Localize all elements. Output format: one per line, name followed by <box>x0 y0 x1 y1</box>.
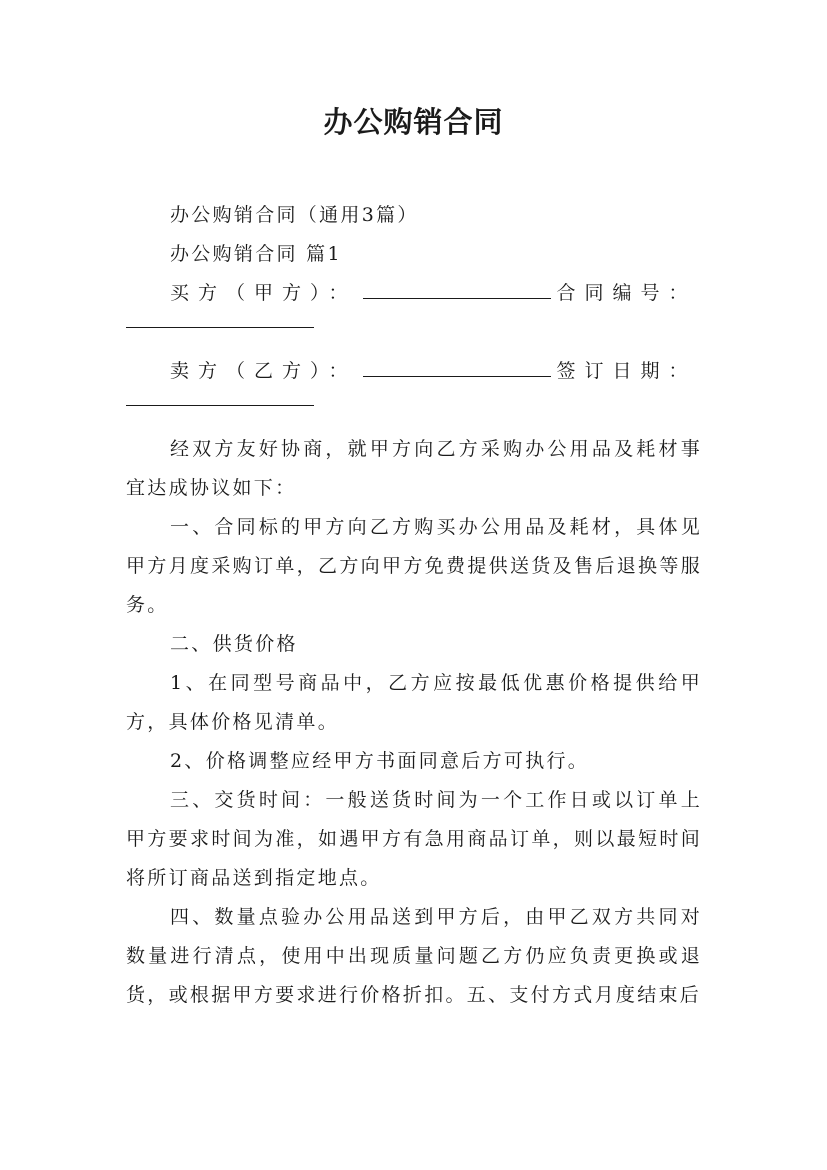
paragraph-intro: 经双方友好协商，就甲方向乙方采购办公用品及耗材事宜达成协议如下： <box>126 438 702 499</box>
document-title: 办公购销合同 <box>323 105 504 139</box>
paragraph-2-2: 2、价格调整应经甲方书面同意后方可执行。 <box>170 750 590 772</box>
contract-no-blank <box>126 327 314 328</box>
seller-line <box>126 352 702 391</box>
buyer-blank <box>363 297 551 299</box>
seller-label: 卖方（乙方）： <box>170 360 357 382</box>
sign-date-blank <box>126 405 314 406</box>
buyer-line <box>126 274 702 313</box>
sign-date-label: 签订日期： <box>556 360 697 382</box>
seller-blank <box>363 375 551 377</box>
paragraph-3: 三、交货时间：一般送货时间为一个工作日或以订单上甲方要求时间为准，如遇甲方有急用商品订单，则以最短时间将所订商品送到指定地点。 <box>126 789 702 889</box>
contract-no-label: 合同编号： <box>556 282 697 304</box>
paragraph-2: 二、供货价格 <box>170 633 298 655</box>
section-title: 办公购销合同 篇1 <box>170 243 342 265</box>
sign-date-blank-row <box>126 391 702 430</box>
buyer-label: 买方（甲方）： <box>170 282 357 304</box>
paragraph-4: 四、数量点验办公用品送到甲方后，由甲乙双方共同对数量进行清点，使用中出现质量问题乙方仍应负责更换或退货，或根据甲方要求进行价格折扣。五、支付方式月度结束后 <box>126 906 702 1006</box>
subtitle: 办公购销合同（通用3篇） <box>170 204 419 226</box>
paragraph-1: 一、合同标的甲方向乙方购买办公用品及耗材，具体见甲方月度采购订单，乙方向甲方免费提供送货及售后退换等服务。 <box>126 516 702 616</box>
paragraph-2-1: 1、在同型号商品中，乙方应按最低优惠价格提供给甲方，具体价格见清单。 <box>126 672 702 733</box>
document-body <box>126 196 702 1015</box>
contract-no-blank-row <box>126 313 702 352</box>
